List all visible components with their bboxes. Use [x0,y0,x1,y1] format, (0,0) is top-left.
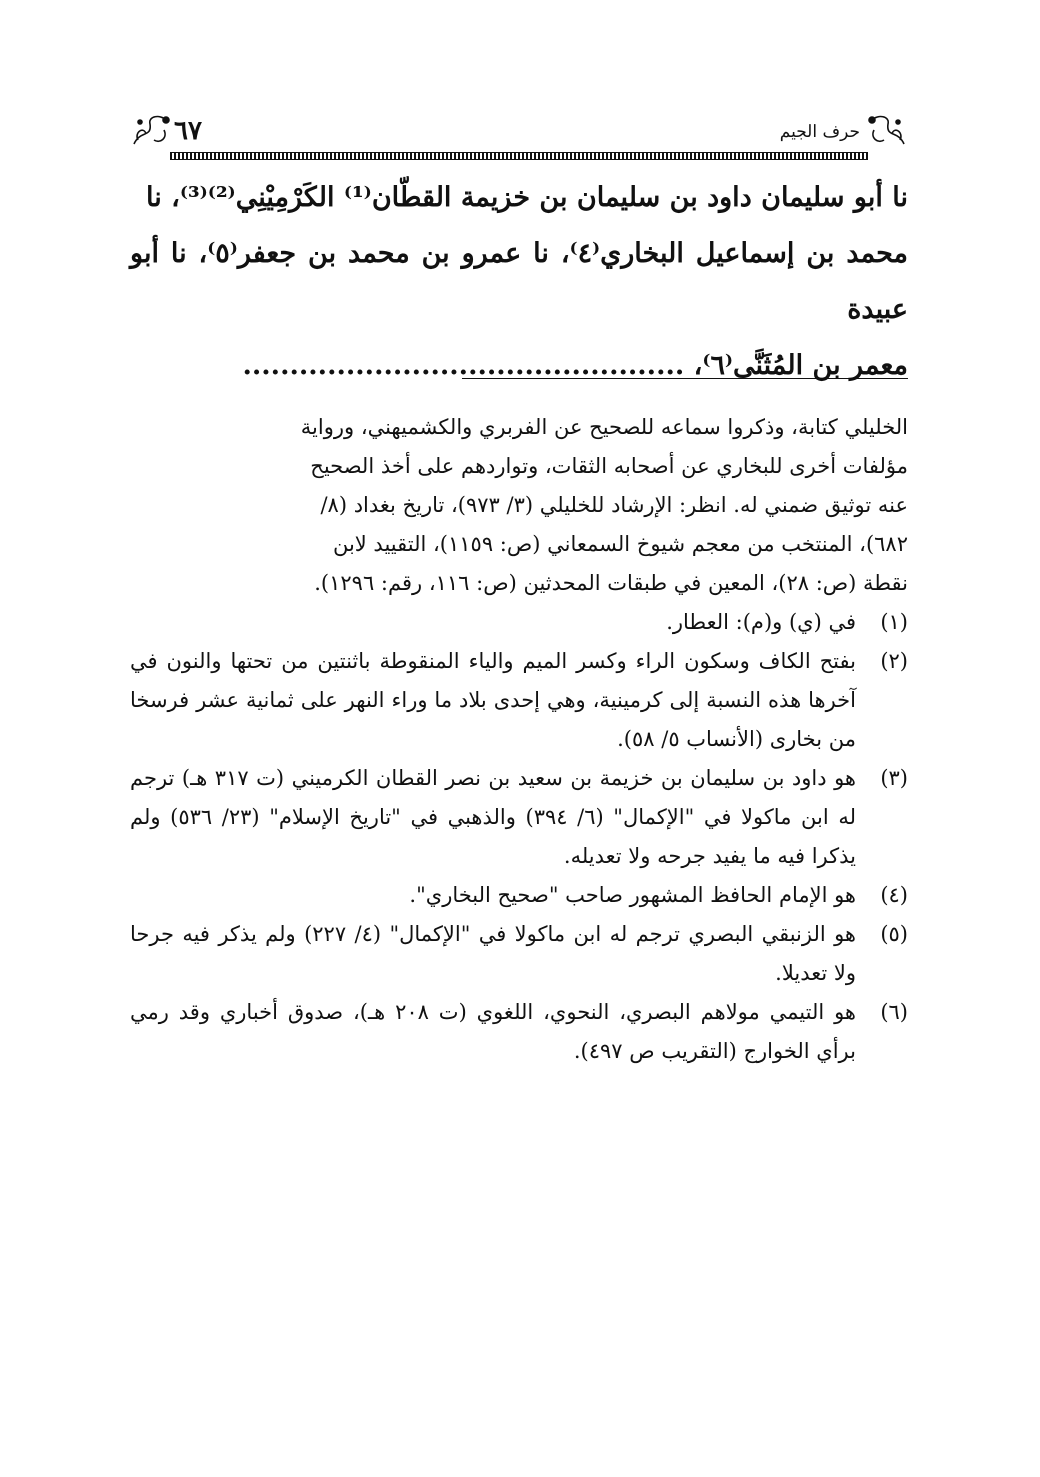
footnote-number: (٦) [880,1000,908,1024]
footnote-number: (٣) [880,766,908,790]
floral-ornament-icon [866,110,908,150]
continuation-line: عنه توثيق ضمني له. انظر: الإرشاد للخليلي (٣/ ٩٧٣)، تاريخ بغداد (٨/ [320,493,908,517]
footnote-text: هو الزنبقي البصري ترجم له ابن ماكولا في "الإكمال" (٤/ ٢٢٧) ولم يذكر فيه جرحا ولا تعديلا. [130,922,856,985]
ellipsis-dots: ............................................... [242,350,685,381]
footnote-number: (١) [880,610,908,634]
footnote-1 [130,603,908,642]
footnote-text: هو داود بن سليمان بن خزيمة بن سعيد بن نصر القطان الكرميني (ت ٣١٧ هـ) ترجم له ابن ماكولا في "الإكمال" (٦/ ٣٩٤) والذهبي في "تاريخ الإسلام" (٢٣/ ٥٣٦) ولم يذكرا فيه ما يفيد جرحه ولا تعديله. [130,766,856,868]
footnote-number: (٥) [880,922,908,946]
footnote-number: (٢) [880,649,908,673]
footnote-3 [130,759,908,876]
continuation-line: الخليلي كتابة، وذكروا سماعه للصحيح عن الفربري والكشميهني، ورواية [300,415,908,439]
footnotes-section [130,408,908,1071]
running-head: حرف الجيم [779,122,860,142]
footnote-text: هو التيمي مولاهم البصري، النحوي، اللغوي (ت ٢٠٨ هـ)، صدوق أخباري وقد رمي برأي الخوارج (التقريب ص ٤٩٧). [130,1000,856,1063]
header-rule [170,152,868,160]
page-number: ٦٧ [174,116,202,146]
footnote-4 [130,876,908,915]
footnote-6 [130,993,908,1071]
footnote-text: هو الإمام الحافظ المشهور صاحب "صحيح البخاري". [409,883,856,907]
continuation-line: مؤلفات أخرى للبخاري عن أصحابه الثقات، وتواردهم على أخذ الصحيح [310,454,908,478]
main-line [130,338,908,394]
footnote-text: في (ي) و(م): العطار. [666,610,856,634]
main-line: محمد بن إسماعيل البخاري⁽٤⁾، نا عمرو بن محمد بن جعفر⁽٥⁾، نا أبو عبيدة [130,238,908,325]
footnote-5 [130,915,908,993]
main-text [130,170,908,394]
footnote-2 [130,642,908,759]
main-line: نا أبو سليمان داود بن سليمان بن خزيمة القطّان⁽¹⁾ الكَرْمِيْنِي⁽²⁾⁽³⁾، نا [146,182,908,213]
continuation-line: ٦٨٢)، المنتخب من معجم شيوخ السمعاني (ص: ١١٥٩)، التقييد لابن [332,532,908,556]
footnote-number: (٤) [880,883,908,907]
page-header [130,108,908,158]
floral-ornament-icon [130,110,172,150]
main-line-text: معمر بن المُثَنَّى⁽٦⁾، [684,350,908,381]
footnote-separator [462,378,908,379]
continuation-line: نقطة (ص: ٢٨)، المعين في طبقات المحدثين (ص: ١١٦، رقم: ١٢٩٦). [314,571,908,595]
footnote-text: بفتح الكاف وسكون الراء وكسر الميم والياء المنقوطة باثنتين من تحتها والنون في آخرها هذه النسبة إلى كرمينية، وهي إحدى بلاد ما وراء النهر على ثمانية عشر فرسخا من بخارى (الأنساب ٥/ ٥٨). [130,649,856,751]
